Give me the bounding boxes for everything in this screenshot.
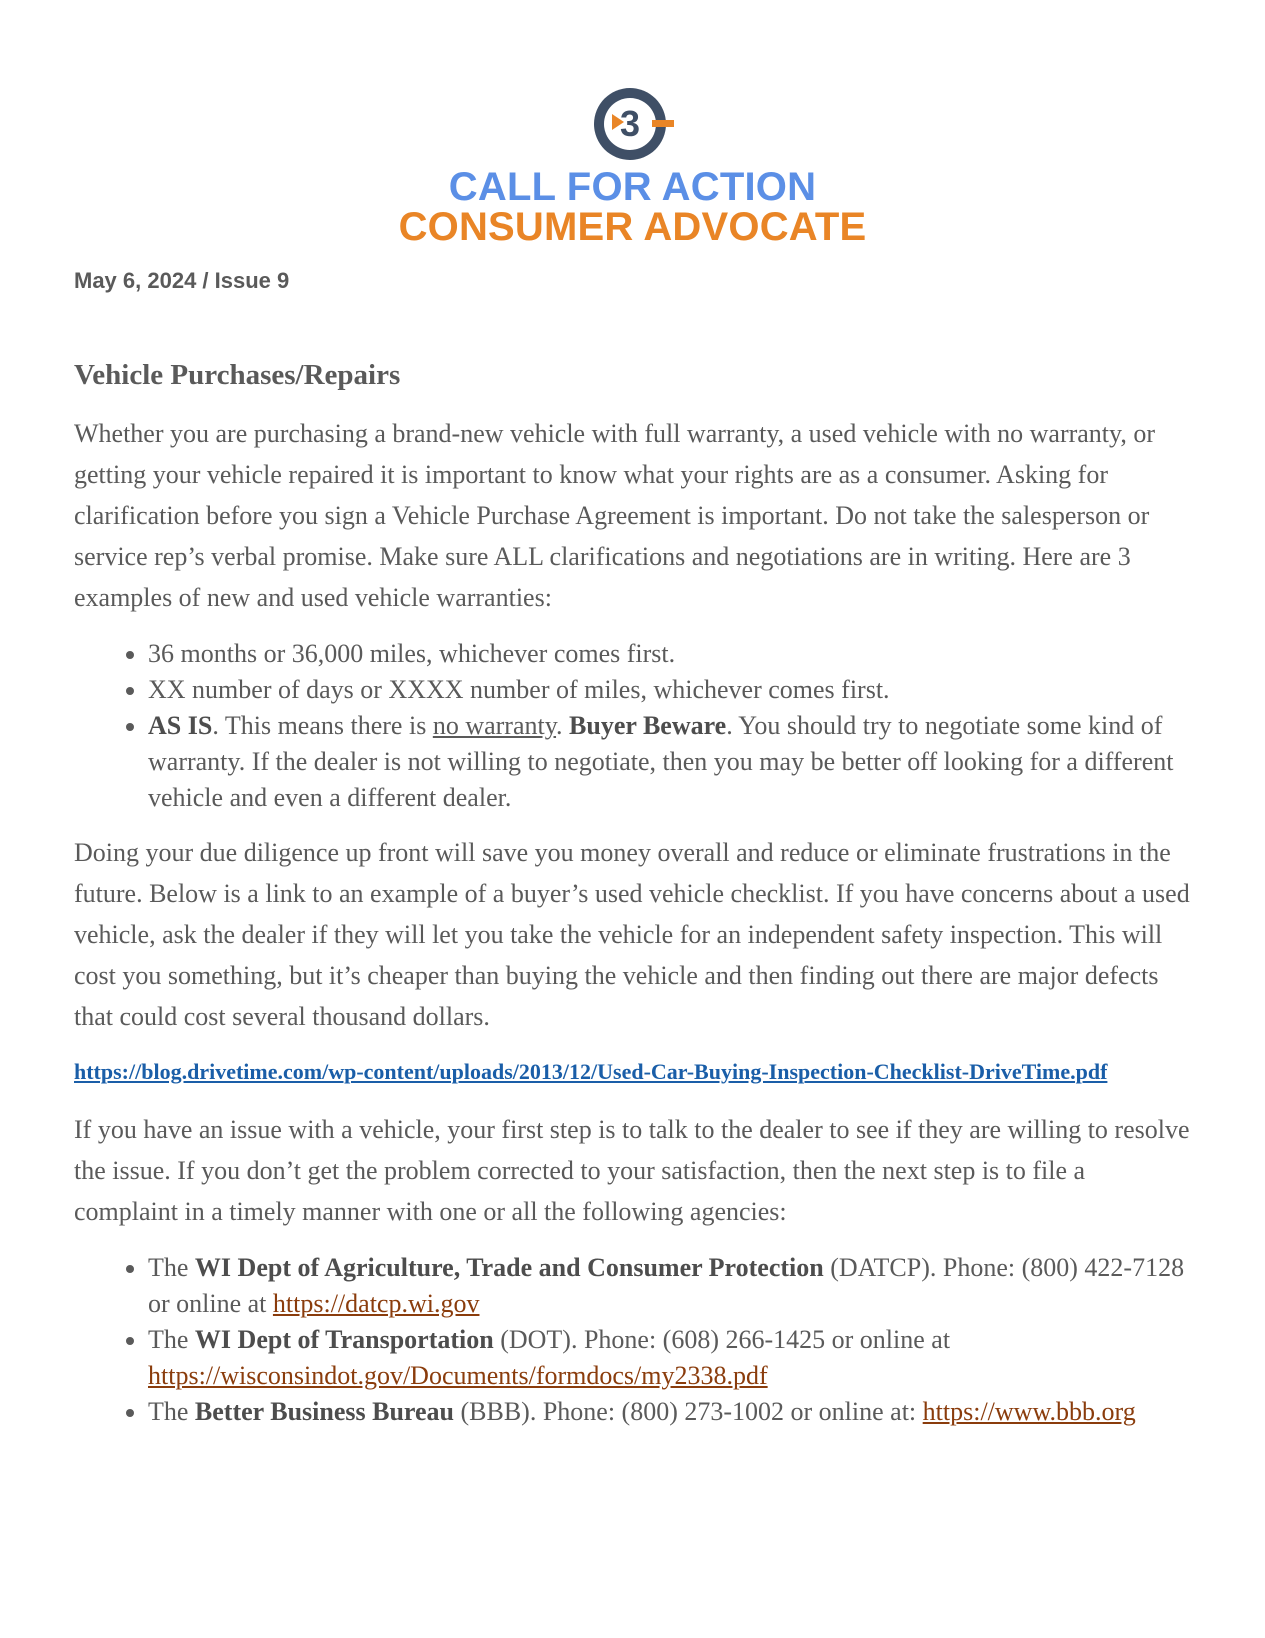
warranty-examples-list bbox=[74, 636, 1194, 816]
due-diligence-paragraph: Doing your due diligence up front will save you money overall and reduce or eliminate frustrations in the future. Below is a link to an example of a buyer’s used vehicle checklist. If you have concerns about a used vehicle, ask the dealer if they will let you take the vehicle for an independent safety inspection. This will cost you something, but it’s cheaper than buying the vehicle and then finding out there are major defects that could cost several thousand dollars. bbox=[74, 838, 1190, 1031]
dot-link[interactable]: https://wisconsindot.gov/Documents/formdocs/my2338.pdf bbox=[148, 1361, 768, 1390]
agency-item-dot: • The WI Dept of Transportation (DOT). Phone: (608) 266-1425 or online at https://wisconsindot.gov/Documents/formdocs/my2338.pdf bbox=[148, 1322, 1194, 1394]
buyer-beware-label: Buyer Beware bbox=[569, 711, 727, 740]
as-is-label: AS IS bbox=[148, 711, 213, 740]
article-title: Vehicle Purchases/Repairs bbox=[74, 359, 401, 391]
agency-name: WI Dept of Transportation bbox=[194, 1325, 494, 1354]
bbb-link[interactable]: https://www.bbb.org bbox=[922, 1397, 1136, 1426]
agency-item-bbb: • The Better Business Bureau (BBB). Phone: (800) 273-1002 or online at: https://www.bbb.org bbox=[148, 1394, 1194, 1430]
logo-line-consumer-advocate: CONSUMER ADVOCATE bbox=[398, 205, 867, 249]
list-item: • AS IS. This means there is no warranty. Buyer Beware. You should try to negotiate some kind of warranty. If the dealer is not willing to negotiate, then you may be better off looking for a different vehicle and even a different dealer. bbox=[148, 708, 1194, 816]
no-warranty-text: no warranty bbox=[432, 711, 557, 740]
agency-name: Better Business Bureau bbox=[194, 1397, 454, 1426]
issue-steps-paragraph: If you have an issue with a vehicle, your first step is to talk to the dealer to see if they are willing to resolve the issue. If you don’t get the problem corrected to your satisfaction, then the next step is to file a complaint in a timely manner with one or all the following agencies: bbox=[74, 1115, 1190, 1226]
list-item: • 36 months or 36,000 miles, whichever comes first. bbox=[148, 636, 1194, 672]
list-item: • XX number of days or XXXX number of miles, whichever comes first. bbox=[148, 672, 1194, 708]
agencies-list bbox=[74, 1250, 1194, 1430]
call-for-action-logo bbox=[0, 86, 1265, 247]
intro-paragraph: Whether you are purchasing a brand-new vehicle with full warranty, a used vehicle with no warranty, or getting your vehicle repaired it is important to know what your rights are as a consumer. Asking for clarification before you sign a Vehicle Purchase Agreement is important. Do not take the salesperson or service rep’s verbal promise. Make sure ALL clarifications and negotiations are in writing. Here are 3 examples of new and used vehicle warranties: bbox=[74, 419, 1155, 612]
checklist-link[interactable]: https://blog.drivetime.com/wp-content/uploads/2013/12/Used-Car-Buying-Inspection-Checklist-DriveTime.pdf bbox=[74, 1059, 1108, 1084]
checklist-link-block bbox=[74, 1055, 1194, 1089]
logo-3-icon bbox=[590, 86, 676, 162]
logo-line-call-for-action: CALL FOR ACTION bbox=[448, 165, 817, 209]
issue-date: May 6, 2024 / Issue 9 bbox=[74, 268, 290, 293]
datcp-link[interactable]: https://datcp.wi.gov bbox=[272, 1289, 480, 1318]
agency-name: WI Dept of Agriculture, Trade and Consumer Protection bbox=[194, 1253, 824, 1282]
logo-number: 3 bbox=[619, 103, 640, 144]
agency-item-datcp: • The WI Dept of Agriculture, Trade and Consumer Protection (DATCP). Phone: (800) 422-7128 or online at https://datcp.wi.gov bbox=[148, 1250, 1194, 1322]
article bbox=[74, 357, 1194, 1446]
